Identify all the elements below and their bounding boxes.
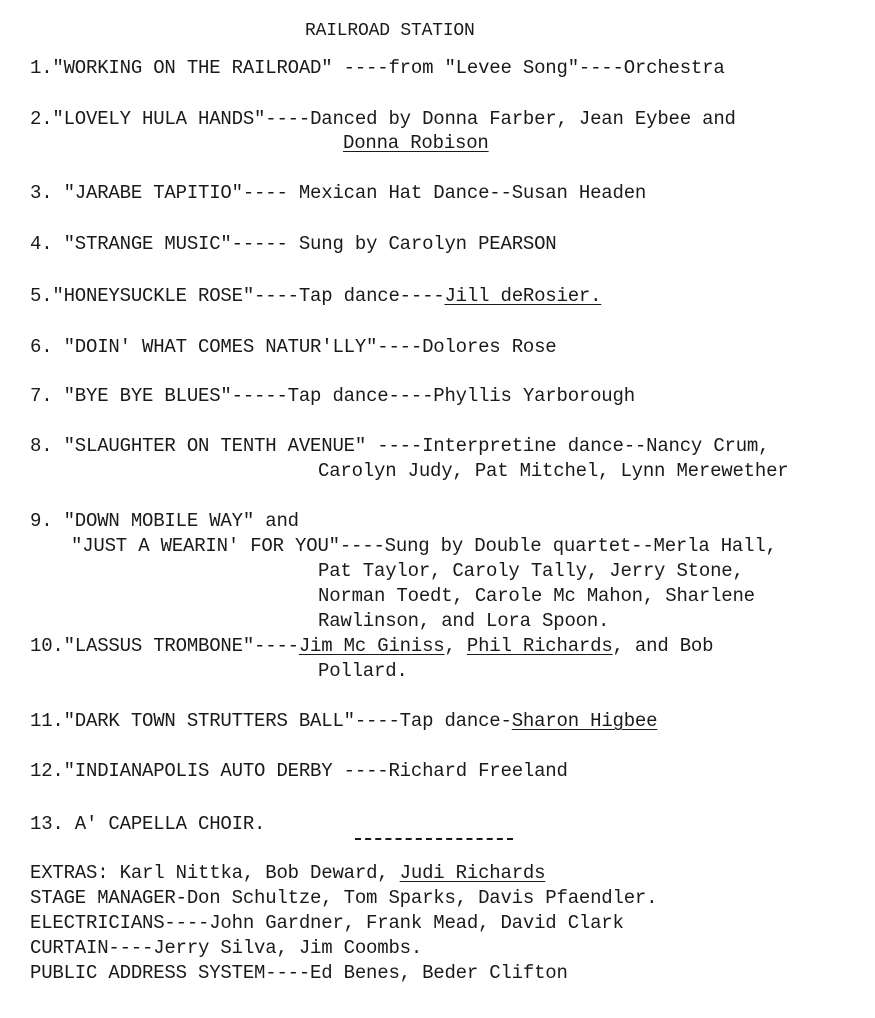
item-separator: ---- xyxy=(265,108,311,130)
credits-extras xyxy=(30,861,545,885)
item-separator: ---- xyxy=(242,182,299,204)
item-performers: Sung by Carolyn PEARSON xyxy=(298,233,557,255)
item-number: 1. xyxy=(30,57,53,79)
program-item-1 xyxy=(30,56,725,80)
item-performer-underlined: Sharon Higbee xyxy=(511,710,658,732)
item-separator: ---- xyxy=(354,710,400,732)
item-separator: ---- xyxy=(366,435,423,457)
program-item-7 xyxy=(30,384,635,408)
item-separator: ---- xyxy=(254,635,299,657)
program-item-8 xyxy=(30,434,769,458)
item-song: "JARABE TAPITIO" xyxy=(63,182,243,204)
item-performers-continued: Carolyn Judy, Pat Mitchel, Lynn Merewether xyxy=(318,460,789,482)
item-separator: ---- xyxy=(332,760,389,782)
item-performers: Tap dance----Phyllis Yarborough xyxy=(287,385,635,407)
program-item-9 xyxy=(30,509,299,533)
credits-extras-names: Karl Nittka, Bob Deward, xyxy=(119,862,400,884)
item-song: "LASSUS TROMBONE" xyxy=(63,635,255,657)
item-song: "BYE BYE BLUES" xyxy=(63,385,232,407)
item-performers: Mexican Hat Dance--Susan Headen xyxy=(298,182,647,204)
item-performer-underlined: Jill deRosier. xyxy=(444,285,602,307)
program-item-12 xyxy=(30,759,568,783)
item-performers-continued: Pollard. xyxy=(318,660,408,682)
item-separator: ----- xyxy=(231,385,288,407)
item-performers: from "Levee Song"----Orchestra xyxy=(388,57,725,79)
item-song: A' CAPELLA CHOIR. xyxy=(63,813,266,835)
item-song: "HONEYSUCKLE ROSE" xyxy=(52,285,255,307)
item-separator: ---- xyxy=(339,535,385,557)
item-separator: ---- xyxy=(254,285,299,307)
item-performer-underlined: Phil Richards xyxy=(466,635,613,657)
item-number: 11. xyxy=(30,710,64,732)
item-song: "WORKING ON THE RAILROAD" xyxy=(52,57,333,79)
item-song: "INDIANAPOLIS AUTO DERBY xyxy=(63,760,333,782)
program-item-11 xyxy=(30,709,657,733)
section-divider xyxy=(355,838,513,840)
item-number: 5. xyxy=(30,285,53,307)
item-song: "LOVELY HULA HANDS" xyxy=(52,108,266,130)
item-number: 6. xyxy=(30,336,53,358)
item-number: 10. xyxy=(30,635,64,657)
item-separator: ---- xyxy=(332,57,389,79)
item-number: 7. xyxy=(30,385,53,407)
item-number: 12. xyxy=(30,760,64,782)
item-number: 13. xyxy=(30,813,64,835)
item-song: "STRANGE MUSIC" xyxy=(63,233,232,255)
program-item-9-second-song xyxy=(71,534,777,558)
item-performers: Danced by Donna Farber, Jean Eybee and xyxy=(310,108,736,130)
credits-extras-underlined: Judi Richards xyxy=(399,862,546,884)
item-number: 2. xyxy=(30,108,53,130)
item-song: "DARK TOWN STRUTTERS BALL" xyxy=(63,710,355,732)
item-performers-continued: Norman Toedt, Carole Mc Mahon, Sharlene xyxy=(318,585,755,607)
credits-electricians: ELECTRICIANS----John Gardner, Frank Mead, David Clark xyxy=(30,912,624,934)
program-item-2 xyxy=(30,107,736,131)
credits-curtain: CURTAIN----Jerry Silva, Jim Coombs. xyxy=(30,937,423,959)
item-performers: , and Bob xyxy=(612,635,714,657)
credits-stage-manager: STAGE MANAGER-Don Schultze, Tom Sparks, Davis Pfaendler. xyxy=(30,887,658,909)
item-song: "JUST A WEARIN' FOR YOU" xyxy=(71,535,340,557)
item-number: 8. xyxy=(30,435,53,457)
program-item-5 xyxy=(30,284,601,308)
program-item-6 xyxy=(30,335,557,359)
credits-extras-label: EXTRAS: xyxy=(30,862,120,884)
item-performers: Dolores Rose xyxy=(422,336,557,358)
item-performers-continued: Pat Taylor, Caroly Tally, Jerry Stone, xyxy=(318,560,744,582)
item-number: 9. xyxy=(30,510,53,532)
program-item-3 xyxy=(30,181,646,205)
item-separator: ---- xyxy=(377,336,423,358)
program-item-13 xyxy=(30,812,265,836)
item-number: 3. xyxy=(30,182,53,204)
item-performers-continued: Donna Robison xyxy=(343,132,489,154)
program-item-4 xyxy=(30,232,557,256)
item-performers: Richard Freeland xyxy=(388,760,568,782)
item-song: "SLAUGHTER ON TENTH AVENUE" xyxy=(63,435,367,457)
credits-public-address: PUBLIC ADDRESS SYSTEM----Ed Benes, Beder Clifton xyxy=(30,962,568,984)
item-song: "DOWN MOBILE WAY" and xyxy=(63,510,299,532)
item-performers: Tap dance---- xyxy=(298,285,445,307)
item-performers-continued: Rawlinson, and Lora Spoon. xyxy=(318,610,610,632)
item-performers: Interpretine dance--Nancy Crum, xyxy=(422,435,770,457)
item-number: 4. xyxy=(30,233,53,255)
program-item-10: 10."LASSUS TROMBONE"----Jim Mc Giniss, Phil Richards, and Bob xyxy=(30,635,714,657)
item-performer-underlined: Jim Mc Giniss xyxy=(298,635,445,657)
item-song: "DOIN' WHAT COMES NATUR'LLY" xyxy=(63,336,378,358)
page-title: RAILROAD STATION xyxy=(305,21,475,41)
item-performers: Tap dance- xyxy=(399,710,512,732)
item-performers: Sung by Double quartet--Merla Hall, xyxy=(384,535,777,557)
item-separator: ----- xyxy=(231,233,299,255)
